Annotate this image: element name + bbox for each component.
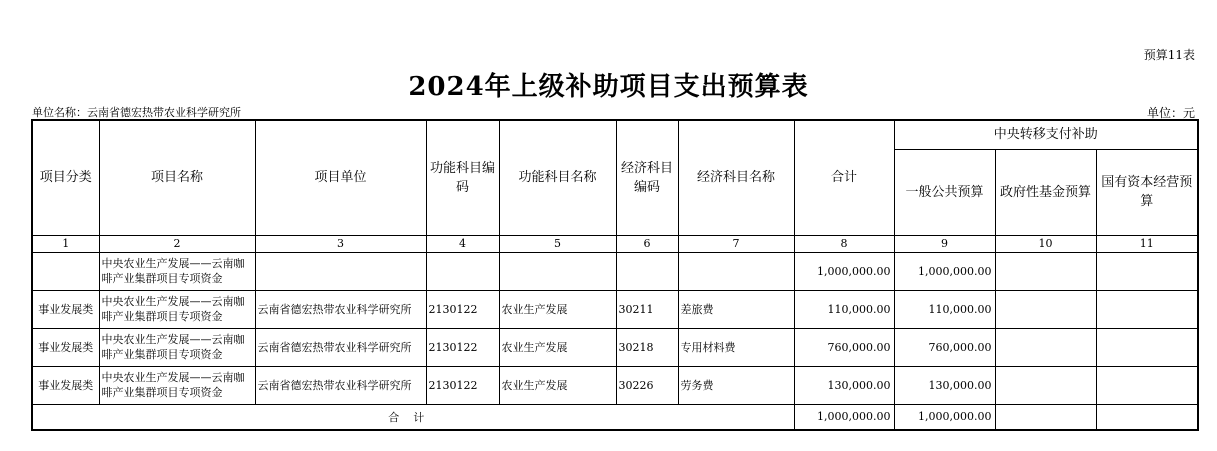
- header-econ-name: 经济科目名称: [678, 120, 794, 235]
- cell-state-capital: [1096, 366, 1198, 404]
- cell-econ-name: 专用材料费: [678, 328, 794, 366]
- cell-project-unit: 云南省德宏热带农业科学研究所: [255, 366, 426, 404]
- col-number: 3: [255, 235, 426, 252]
- cell-func-name: 农业生产发展: [499, 328, 616, 366]
- col-number: 4: [426, 235, 499, 252]
- col-number: 9: [894, 235, 995, 252]
- cell-func-name: 农业生产发展: [499, 366, 616, 404]
- header-row: [32, 120, 1198, 149]
- currency-unit: 单位：元: [1146, 106, 1195, 120]
- total-row: [32, 404, 1198, 430]
- col-number: 10: [995, 235, 1096, 252]
- cell-general: 130,000.00: [894, 366, 995, 404]
- cell-fund: [995, 366, 1096, 404]
- cell-fund: [995, 290, 1096, 328]
- table-number: 预算11表: [1143, 48, 1195, 62]
- table-row: [32, 290, 1198, 328]
- cell-econ-code: [616, 252, 678, 290]
- col-number: 1: [32, 235, 99, 252]
- total-state-capital: [1096, 404, 1198, 430]
- col-number: 6: [616, 235, 678, 252]
- cell-total: 760,000.00: [794, 328, 894, 366]
- cell-fund: [995, 328, 1096, 366]
- cell-project-name: 中央农业生产发展——云南咖啡产业集群项目专项资金: [99, 328, 255, 366]
- cell-state-capital: [1096, 328, 1198, 366]
- header-total: 合计: [794, 120, 894, 235]
- cell-total: 130,000.00: [794, 366, 894, 404]
- table-row: [32, 328, 1198, 366]
- cell-project-unit: [255, 252, 426, 290]
- total-general: 1,000,000.00: [894, 404, 995, 430]
- cell-fund: [995, 252, 1096, 290]
- cell-func-code: [426, 252, 499, 290]
- header-project-name: 项目名称: [99, 120, 255, 235]
- cell-econ-name: 劳务费: [678, 366, 794, 404]
- cell-state-capital: [1096, 252, 1198, 290]
- cell-econ-code: 30211: [616, 290, 678, 328]
- cell-general: 1,000,000.00: [894, 252, 995, 290]
- col-number: 8: [794, 235, 894, 252]
- header-central-transfer: 中央转移支付补助: [894, 120, 1198, 149]
- unit-name: 单位名称：云南省德宏热带农业科学研究所: [32, 106, 241, 119]
- cell-project-unit: 云南省德宏热带农业科学研究所: [255, 328, 426, 366]
- header-project-unit: 项目单位: [255, 120, 426, 235]
- header-econ-code: 经济科目编码: [616, 120, 678, 235]
- table-row: [32, 366, 1198, 404]
- header-general-budget: 一般公共预算: [894, 149, 995, 235]
- cell-general: 110,000.00: [894, 290, 995, 328]
- total-amount: 1,000,000.00: [794, 404, 894, 430]
- cell-project-name: 中央农业生产发展——云南咖啡产业集群项目专项资金: [99, 252, 255, 290]
- header-func-name: 功能科目名称: [499, 120, 616, 235]
- col-number: 2: [99, 235, 255, 252]
- cell-econ-name: [678, 252, 794, 290]
- page-title: 2024年上级补助项目支出预算表: [408, 72, 809, 102]
- col-number: 5: [499, 235, 616, 252]
- table-row: [32, 252, 1198, 290]
- total-fund: [995, 404, 1096, 430]
- header-func-code: 功能科目编码: [426, 120, 499, 235]
- header-fund-budget: 政府性基金预算: [995, 149, 1096, 235]
- cell-total: 110,000.00: [794, 290, 894, 328]
- total-label: 合计: [32, 404, 794, 430]
- cell-category: 事业发展类: [32, 290, 99, 328]
- col-number: 11: [1096, 235, 1198, 252]
- cell-project-name: 中央农业生产发展——云南咖啡产业集群项目专项资金: [99, 290, 255, 328]
- cell-func-name: [499, 252, 616, 290]
- cell-total: 1,000,000.00: [794, 252, 894, 290]
- cell-general: 760,000.00: [894, 328, 995, 366]
- cell-func-code: 2130122: [426, 366, 499, 404]
- cell-econ-name: 差旅费: [678, 290, 794, 328]
- cell-project-name: 中央农业生产发展——云南咖啡产业集群项目专项资金: [99, 366, 255, 404]
- cell-func-code: 2130122: [426, 290, 499, 328]
- cell-econ-code: 30226: [616, 366, 678, 404]
- cell-category: [32, 252, 99, 290]
- cell-func-name: 农业生产发展: [499, 290, 616, 328]
- cell-state-capital: [1096, 290, 1198, 328]
- cell-category: 事业发展类: [32, 328, 99, 366]
- cell-func-code: 2130122: [426, 328, 499, 366]
- cell-econ-code: 30218: [616, 328, 678, 366]
- column-number-row: [32, 235, 1198, 252]
- header-category: 项目分类: [32, 120, 99, 235]
- cell-category: 事业发展类: [32, 366, 99, 404]
- cell-project-unit: 云南省德宏热带农业科学研究所: [255, 290, 426, 328]
- header-state-capital-budget: 国有资本经营预算: [1096, 149, 1198, 235]
- col-number: 7: [678, 235, 794, 252]
- budget-table: [31, 119, 1199, 431]
